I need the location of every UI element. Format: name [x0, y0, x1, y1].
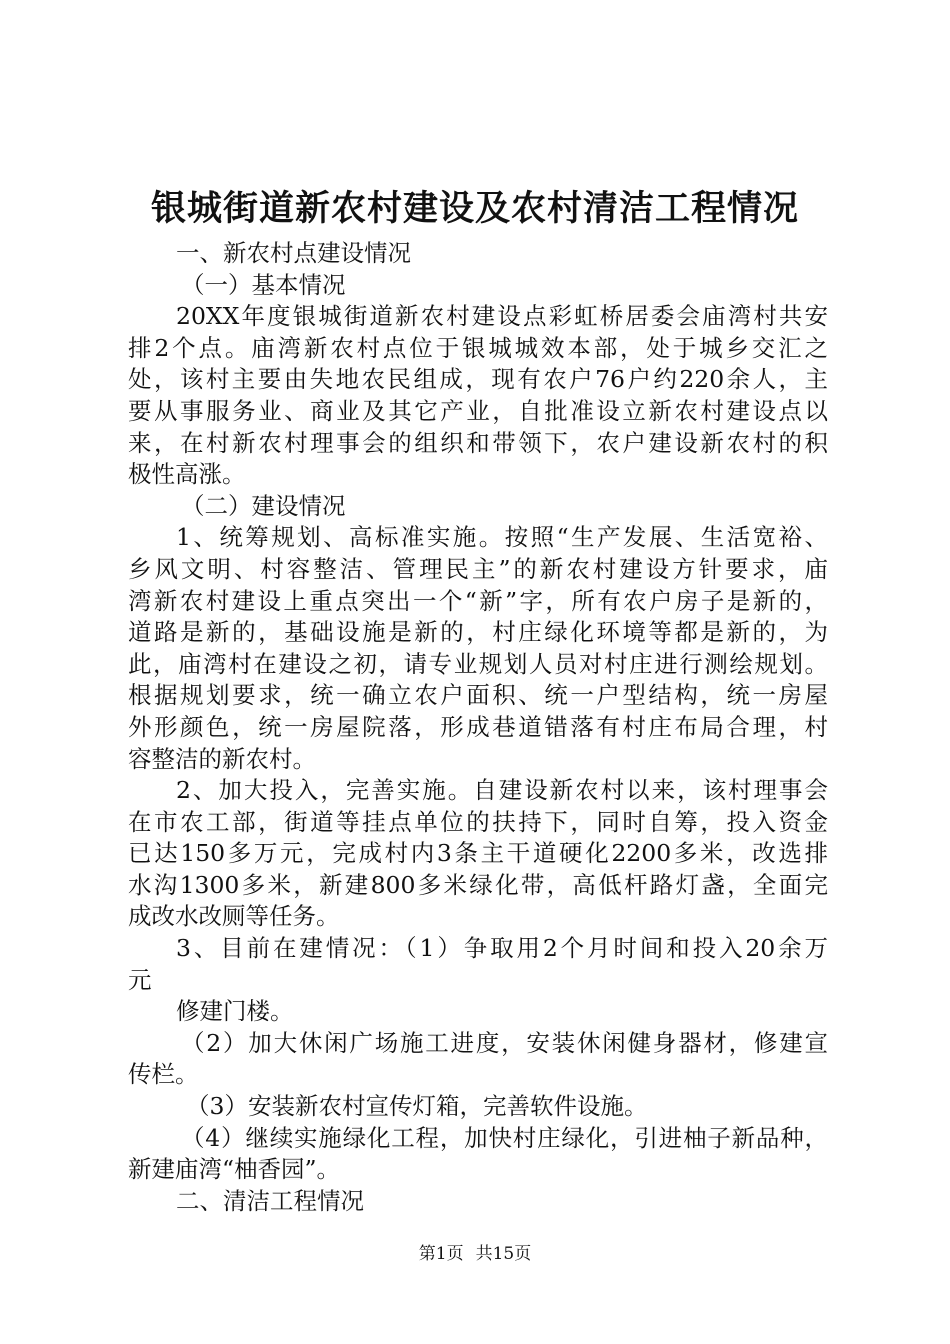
paragraph-line: 极性高涨。	[128, 460, 246, 489]
paragraph-line: 新建庙湾“柚香园”。	[128, 1155, 341, 1184]
paragraph-line: 乡风文明、村容整洁、管理民主”的新农村建设方针要求，庙	[128, 554, 828, 583]
paragraph-line: 湾新农村建设上重点突出一个“新”字，所有农户房子是新的，	[128, 586, 828, 615]
subsection-heading: （二）建设情况	[181, 491, 346, 520]
paragraph-line: 成改水改厕等任务。	[128, 902, 340, 931]
document-title: 银城街道新农村建设及农村清洁工程情况	[150, 188, 799, 229]
paragraph-line: 2、加大投入，完善实施。自建设新农村以来，该村理事会	[176, 776, 828, 805]
section-heading: 一、新农村点建设情况	[176, 239, 411, 267]
paragraph-line: 3、目前在建情况：（1）争取用2个月时间和投入20余万	[176, 934, 828, 963]
paragraph-line: 元	[128, 965, 152, 994]
paragraph-line: 要从事服务业、商业及其它产业，自批准设立新农村建设点以	[128, 396, 828, 425]
paragraph-line: 修建门楼。	[176, 997, 294, 1026]
paragraph-line: （2）加大休闲广场施工进度，安装休闲健身器材，修建宣	[181, 1028, 828, 1057]
subsection-heading: （一）基本情况	[181, 270, 346, 299]
paragraph-line: 20XX年度银城街道新农村建设点彩虹桥居委会庙湾村共安	[176, 302, 828, 331]
page-footer	[0, 1242, 950, 1266]
paragraph-line: 来，在村新农村理事会的组织和带领下，农户建设新农村的积	[128, 428, 828, 457]
section-heading: 二、清洁工程情况	[176, 1186, 364, 1215]
paragraph-line: 外形颜色，统一房屋院落，形成巷道错落有村庄布局合理，村	[128, 712, 828, 741]
page-total: 共15页	[475, 1244, 532, 1264]
page-number: 第1页	[418, 1244, 464, 1264]
paragraph-line: 道路是新的，基础设施是新的，村庄绿化环境等都是新的，为	[128, 618, 828, 647]
paragraph-line: 此，庙湾村在建设之初，请专业规划人员对村庄进行测绘规划。	[128, 649, 828, 678]
paragraph-line: （3）安装新农村宣传灯箱，完善软件设施。	[186, 1092, 648, 1121]
paragraph-line: 根据规划要求，统一确立农户面积、统一户型结构，统一房屋	[128, 681, 828, 710]
paragraph-line: （4）继续实施绿化工程，加快村庄绿化，引进柚子新品种，	[181, 1123, 828, 1152]
paragraph-line: 已达150多万元，完成村内3条主干道硬化2200多米，改选排	[128, 839, 828, 868]
document-body	[128, 238, 828, 1217]
paragraph-line: 在市农工部，街道等挂点单位的扶持下，同时自筹，投入资金	[128, 807, 828, 836]
paragraph-line: 水沟1300多米，新建800多米绿化带，高低杆路灯盏，全面完	[128, 870, 828, 899]
paragraph-line: 排2个点。庙湾新农村点位于银城城效本部，处于城乡交汇之	[128, 333, 828, 362]
paragraph-line: 1、统筹规划、高标准实施。按照“生产发展、生活宽裕、	[176, 523, 828, 552]
paragraph-line: 容整洁的新农村。	[128, 744, 316, 773]
paragraph-line: 处，该村主要由失地农民组成，现有农户76户约220余人，主	[128, 365, 828, 394]
paragraph-line: 传栏。	[128, 1060, 199, 1089]
